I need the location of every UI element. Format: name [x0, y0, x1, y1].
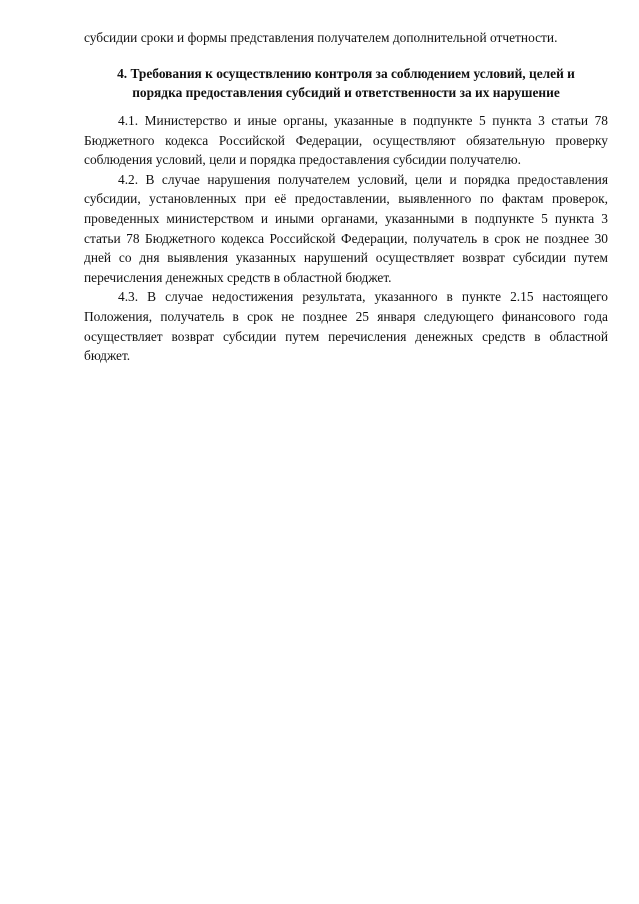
paragraph-4-1: 4.1. Министерство и иные органы, указанные в подпункте 5 пункта 3 статьи 78 Бюджетного кодекса Российской Федерации, осуществляют обязательную проверку соблюдения условий, цели и порядка предоставления субсидии получателю. — [84, 113, 608, 168]
section-heading-line-2: порядка предоставления субсидий и ответственности за их нарушение — [132, 85, 560, 101]
paragraph-4-3: 4.3. В случае недостижения результата, указанного в пункте 2.15 настоящего Положения, получатель в срок не позднее 25 января следующего финансового года осуществляет возврат субсидии путем перечисления денежных средств в областной бюджет. — [84, 289, 608, 364]
section-heading — [90, 64, 602, 103]
section-body — [84, 111, 608, 366]
continuation-line: субсидии сроки и формы представления получателем дополнительной отчетности. — [84, 30, 558, 45]
section-heading-line-1: 4. Требования к осуществлению контроля за соблюдением условий, целей и — [117, 66, 575, 81]
paragraph-4-2: 4.2. В случае нарушения получателем условий, цели и порядка предоставления субсидии, установленных при её предоставлении, выявленного по фактам проверок, проведенных министерством и иными органами, указанными в подпункте 5 пункта 3 статьи 78 Бюджетного кодекса Российской Федерации, получатель в срок не позднее 30 дней со дня выявления указанных нарушений осуществляет возврат субсидии путем перечисления денежных средств в областной бюджет. — [84, 171, 608, 285]
